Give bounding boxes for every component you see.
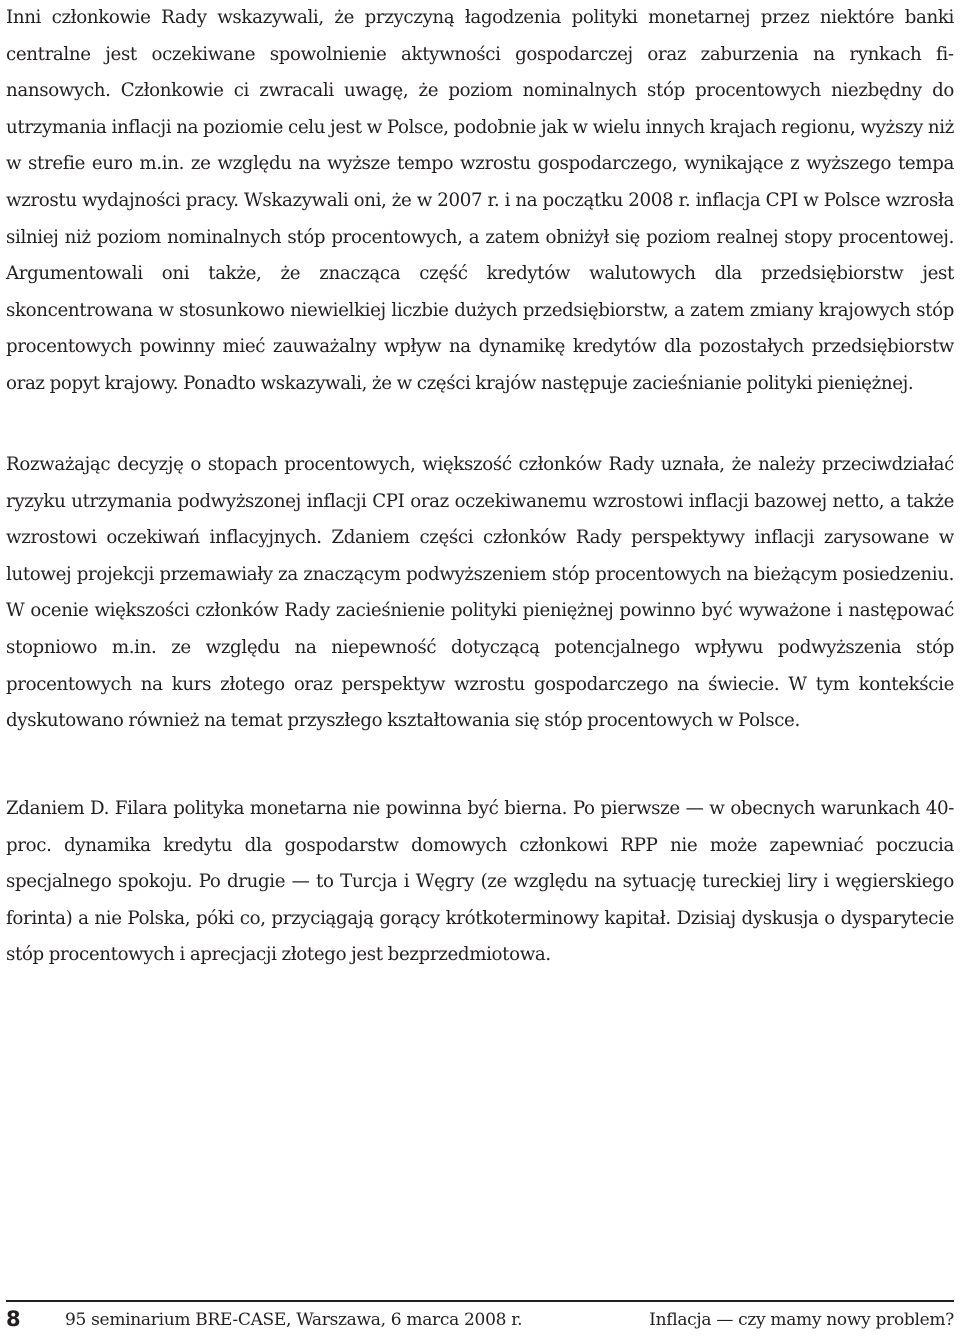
paragraph-3: Zdaniem D. Filara polityka monetarna nie powinna być bierna. Po pierwsze — w obecnych warunkach 40-proc. dynamika kredytu dla gospodarstw domowych członkowi RPP nie może zapewniać poczucia specjalnego spokoju. Po drugie — to Turcja i Węgry (ze względu na sytuację tureckiej liry i węgierskiego forinta) a nie Polska, póki co, przyciągają gorący krótkoterminowy kapitał. Dzisiaj dyskusja o dysparytecie stóp procentowych i aprecjacji złotego jest bezprzedmiotowa.	[6, 798, 954, 966]
footer-source: 95 seminarium BRE-CASE, Warszawa, 6 marca 2008 r.	[65, 1310, 523, 1330]
paragraph-1: Inni członkowie Rady wskazywali, że przyczyną łagodzenia polityki monetarnej przez niektóre banki centralne jest oczekiwane spowolnienie aktywności gospodarczej oraz zaburzenia na rynkach finansowych. Członkowie ci zwracali uwagę, że poziom nominalnych stóp procentowych niezbędny do utrzymania inflacji na poziomie celu jest w Polsce, podobnie jak w wielu innych krajach regionu, wyższy niż w strefie euro m.in. ze względu na wyższe tempo wzrostu gospodarczego, wynikające z wyższego tempa wzrostu wydajności pracy. Wskazywali oni, że w 2007 r. i na początku 2008 r. inflacja CPI w Polsce wzrosła silniej niż poziom nominalnych stóp procentowych, a zatem obniżył się poziom realnej stopy procentowej. Argumentowali oni także, że znacząca część kredytów walutowych dla przedsiębiorstw jest skoncentrowana w stosunkowo niewielkiej liczbie dużych przedsiębiorstw, a zatem zmiany krajowych stóp procentowych powinny mieć zauważalny wpływ na dynamikę kredytów dla pozostałych przedsiębiorstw oraz popyt krajowy. Ponadto wskazywali, że w części krajów następuje zacieśnianie polityki pieniężnej.	[6, 7, 954, 394]
page-number: 8	[6, 1307, 21, 1331]
document-page	[6, 0, 954, 1336]
paragraph-2: Rozważając decyzję o stopach procentowych, większość członków Rady uznała, że należy przeciwdziałać ryzyku utrzymania podwyższonej inflacji CPI oraz oczekiwanemu wzrostowi inflacji bazowej netto, a także wzrostowi oczekiwań inflacyjnych. Zdaniem części członków Rady perspektywy inflacji zarysowane w lutowej projekcji przemawiały za znaczącym podwyższeniem stóp procentowych na bieżącym posiedzeniu. W ocenie większości członków Rady zacieśnienie polityki pieniężnej powinno być wyważone i następować stopniowo m.in. ze względu na niepewność dotyczącą potencjalnego wpływu podwyższenia stóp procentowych na kurs złotego oraz perspektyw wzrostu gospodarczego na świecie. W tym kontekście dyskutowano również na temat przyszłego kształtowania się stóp procentowych w Polsce.	[6, 454, 954, 732]
footer-title: Inflacja — czy mamy nowy problem?	[649, 1310, 954, 1330]
page-footer	[6, 1300, 954, 1338]
